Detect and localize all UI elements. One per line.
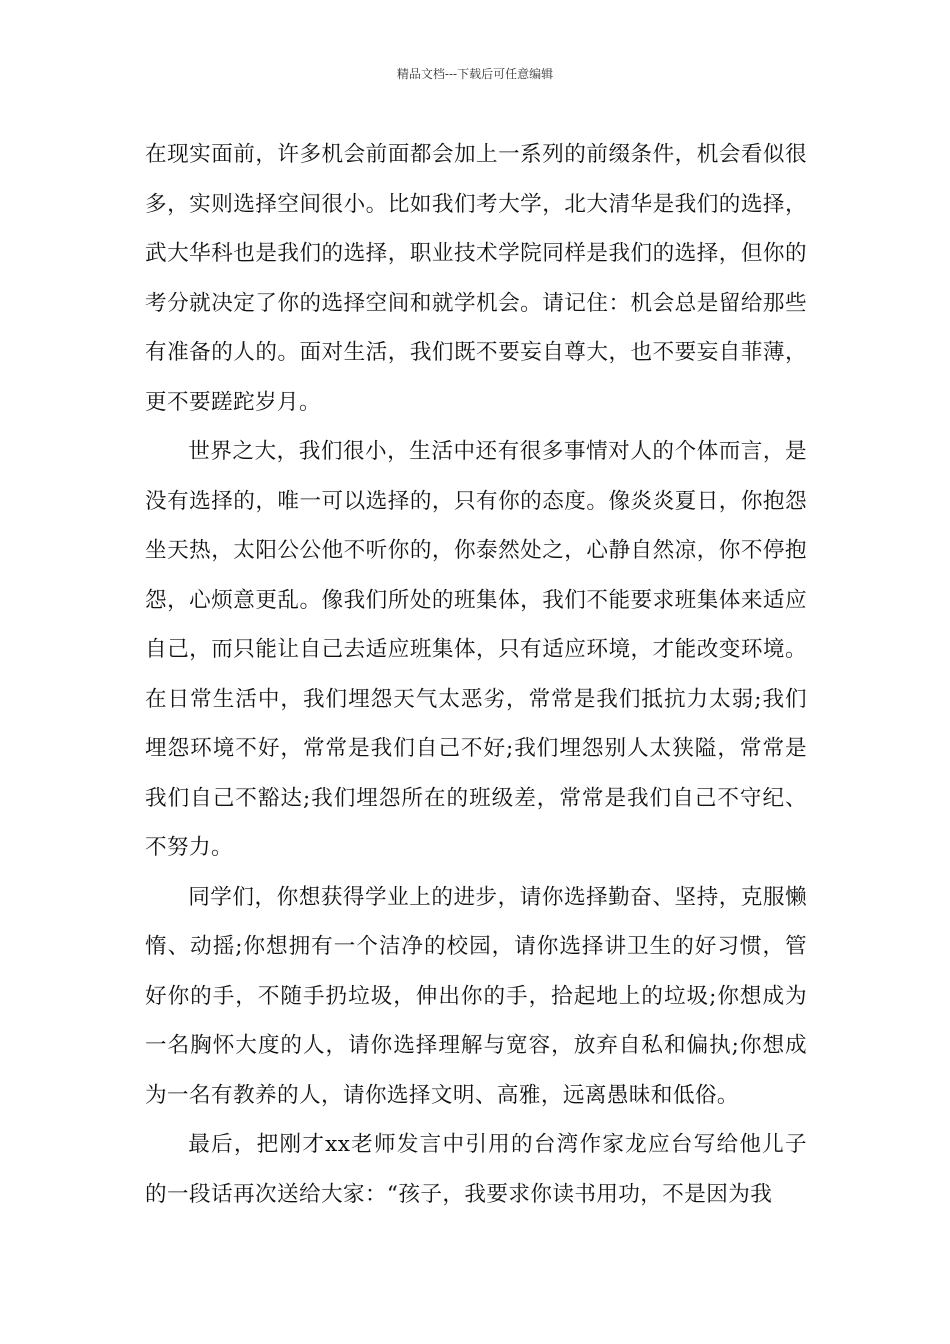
paragraph-1: 在现实面前，许多机会前面都会加上一系列的前缀条件，机会看似很多，实则选择空间很小。比如我们考大学，北大清华是我们的选择，武大华科也是我们的选择，职业技术学院同样是我们的选择，但你的考分就决定了你的选择空间和就学机会。请记住：机会总是留给那些有准备的人的。面对生活，我们既不要妄自尊大，也不要妄自菲薄，更不要蹉跎岁月。 (145, 142, 807, 415)
paragraph-4: 最后，把刚才xx老师发言中引用的台湾作家龙应台写给他儿子的一段话再次送给大家：“孩子，我要求你读书用功，不是因为我 (145, 1132, 807, 1207)
paragraph-3: 同学们，你想获得学业上的进步，请你选择勤奋、坚持，克服懒惰、动摇;你想拥有一个洁净的校园，请你选择讲卫生的好习惯，管好你的手，不随手扔垃圾，伸出你的手，拾起地上的垃圾;你想成为一名胸怀大度的人，请你选择理解与宽容，放弃自私和偏执;你想成为一名有教养的人，请你选择文明、高雅，远离愚昧和低俗。 (145, 884, 807, 1108)
paragraph-2: 世界之大，我们很小，生活中还有很多事情对人的个体而言，是没有选择的，唯一可以选择的，只有你的态度。像炎炎夏日，你抱怨坐天热，太阳公公他不听你的，你泰然处之，心静自然凉，你不停抱怨，心烦意更乱。像我们所处的班集体，我们不能要求班集体来适应自己，而只能让自己去适应班集体，只有适应环境，才能改变环境。在日常生活中，我们埋怨天气太恶劣，常常是我们抵抗力太弱;我们埋怨环境不好，常常是我们自己不好;我们埋怨别人太狭隘，常常是我们自己不豁达;我们埋怨所在的班级差，常常是我们自己不守纪、不努力。 (145, 439, 807, 860)
page-header: 精品文档---下载后可任意编辑 (396, 67, 554, 81)
document-body (145, 130, 807, 1219)
